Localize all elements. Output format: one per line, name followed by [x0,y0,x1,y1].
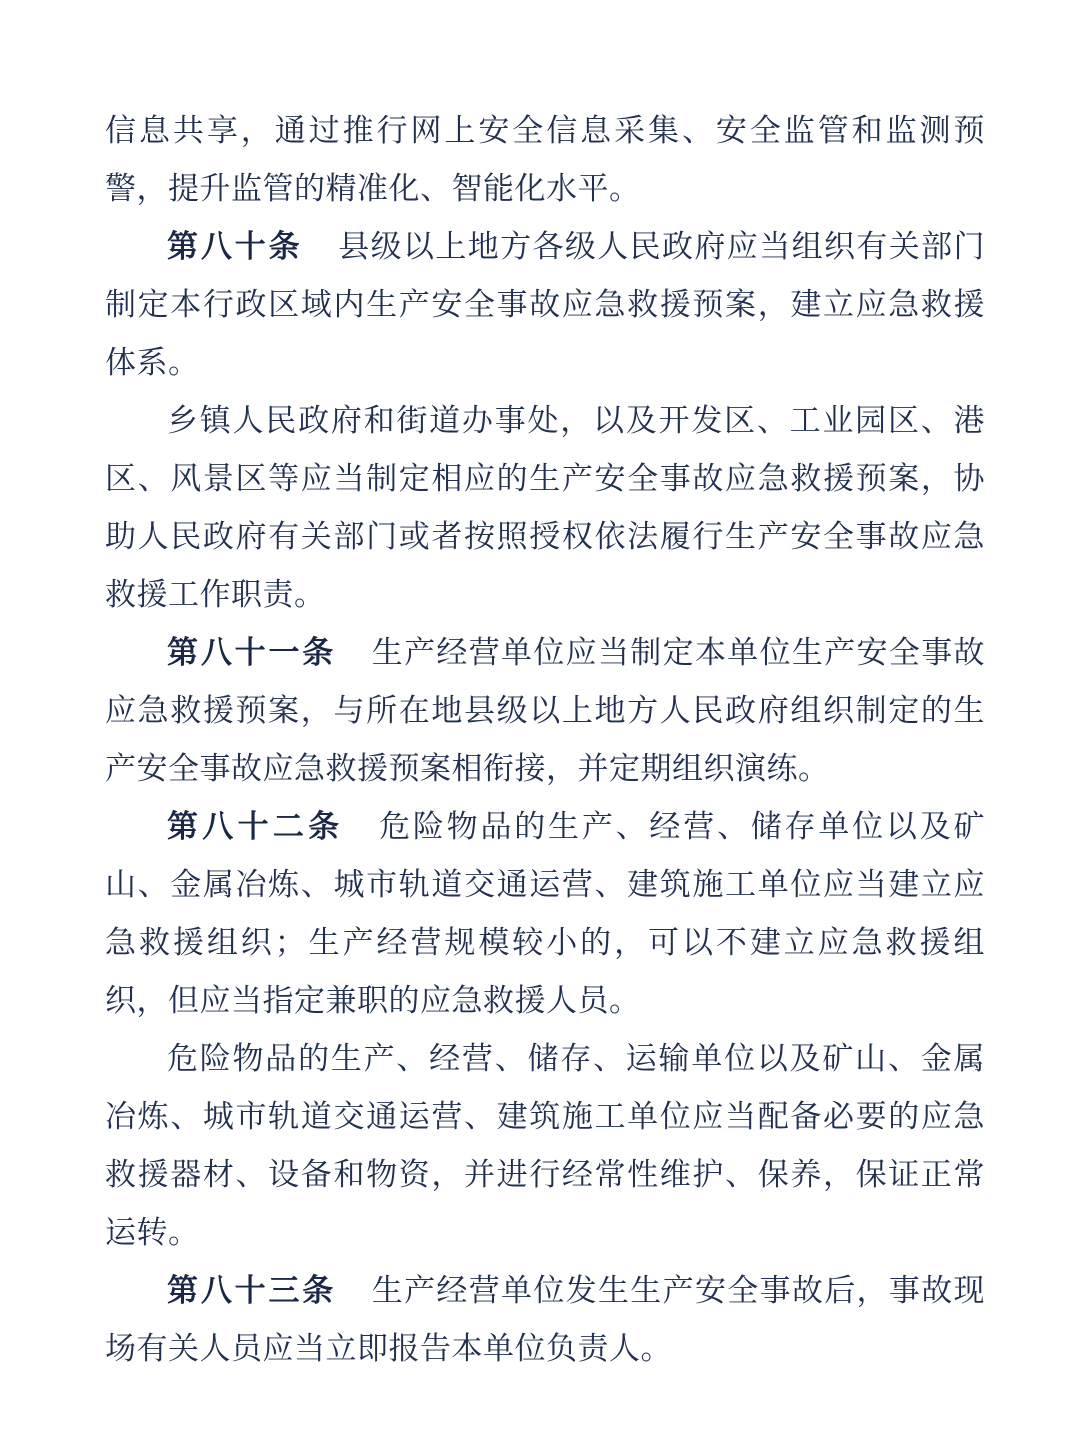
paragraph-article-82 [105,798,985,1030]
paragraph-text: 生产经营单位应当制定本单位生产安全事故应急救援预案，与所在地县级以上地方人民政府组织制定的生产安全事故应急救援预案相衔接，并定期组织演练。 [105,635,986,786]
paragraph-text: 危险物品的生产、经营、储存、运输单位以及矿山、金属冶炼、城市轨道交通运营、建筑施工单位应当配备必要的应急救援器材、设备和物资，并进行经常性维护、保养，保证正常运转。 [105,1041,985,1250]
paragraph-article-80 [105,218,985,392]
paragraph-text: 信息共享，通过推行网上安全信息采集、安全监管和监测预警，提升监管的精准化、智能化水平。 [105,113,985,206]
paragraph-article-81 [105,624,985,798]
article-82-number: 第八十二条 [167,809,344,844]
paragraph-text: 乡镇人民政府和街道办事处，以及开发区、工业园区、港区、风景区等应当制定相应的生产安全事故应急救援预案，协助人民政府有关部门或者按照授权依法履行生产安全事故应急救援工作职责。 [105,403,985,612]
paragraph-text: 生产经营单位发生生产安全事故后，事故现场有关人员应当立即报告本单位负责人。 [105,1273,986,1366]
paragraph-article-83 [105,1262,985,1378]
paragraph-township-governments [105,392,985,624]
article-83-number: 第八十三条 [167,1273,337,1308]
paragraph-text: 危险物品的生产、经营、储存单位以及矿山、金属冶炼、城市轨道交通运营、建筑施工单位应当建立应急救援组织；生产经营规模较小的，可以不建立应急救援组织，但应当指定兼职的应急救援人员。 [105,809,986,1018]
paragraph-continuation [105,102,985,218]
article-80-number: 第八十条 [167,229,303,264]
article-81-number: 第八十一条 [167,635,337,670]
paragraph-text: 县级以上地方各级人民政府应当组织有关部门制定本行政区域内生产安全事故应急救援预案，建立应急救援体系。 [105,229,986,380]
paragraph-hazardous-materials-equipment [105,1030,985,1262]
